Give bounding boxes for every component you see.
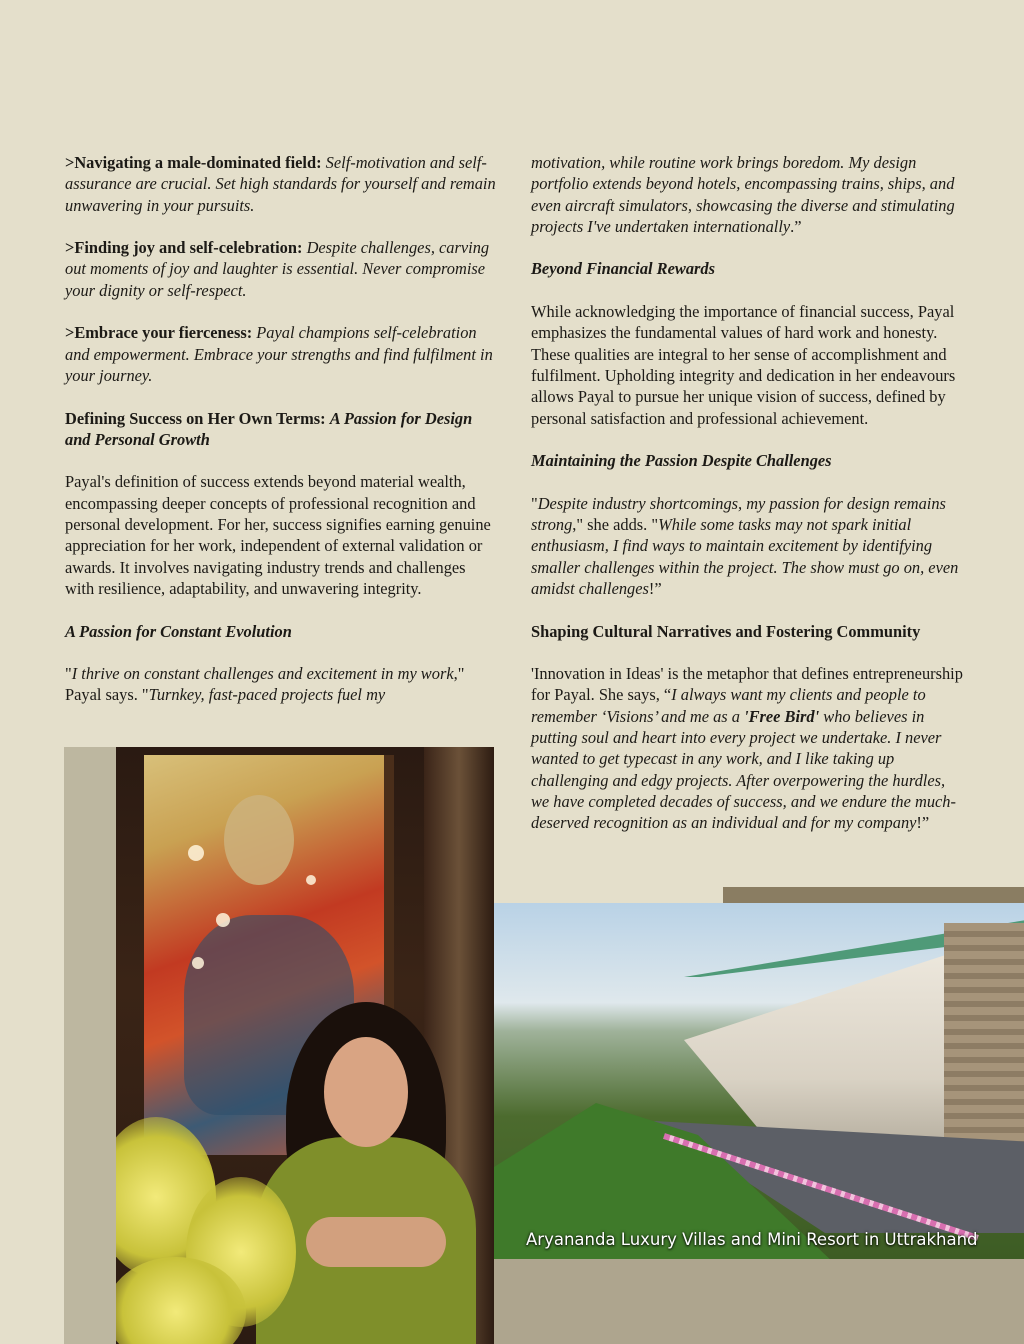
bokeh-light <box>306 875 316 885</box>
quote-end: !” <box>916 813 930 833</box>
quote-text: I thrive on constant challenges and excitement in my work <box>71 664 454 684</box>
subject-face <box>324 1037 408 1147</box>
quote-text: motivation, while routine work brings boredom. My design portfolio extends beyond hotels, encompassing trains, ships, and even aircraft simulators, showcasing the diverse and stimulating projects I've undertaken internationally <box>531 153 955 236</box>
tip-text: Payal champions self-celebration and empowerment. Embrace your strengths and find fulfilment in your journey. <box>65 323 493 385</box>
photo-backing-strip <box>64 747 116 1344</box>
bottom-color-block <box>494 1259 1024 1344</box>
section-heading-defining-success <box>65 408 497 451</box>
paragraph-evolution-quote <box>65 663 497 706</box>
quote-attribution: ," Payal says. " <box>65 664 465 705</box>
paragraph-innovation-ideas <box>531 663 963 833</box>
quote-text: who believes in putting soul and heart into every project we undertake. I never wanted to get typecast in any work, and I like taking up challenging and edgy projects. After overpowering the hurdles, we have completed decades of success, and we endure the much-deserved recognition as an individual and for my company <box>531 706 956 833</box>
quote-text: Despite industry shortcomings, my passion for design remains strong <box>531 493 946 535</box>
left-column <box>65 152 497 706</box>
tip-text: Despite challenges, carving out moments of joy and laughter is essential. Never compromise your dignity or self-respect. <box>65 238 490 300</box>
tip-heading: >Navigating a male-dominated field: <box>65 153 322 172</box>
tip-joy-self-celebration <box>65 237 497 301</box>
quote-end: .” <box>790 216 802 236</box>
tip-heading: >Finding joy and self-celebration: <box>65 238 303 258</box>
quote-end: !” <box>648 578 662 598</box>
section-heading-beyond-financial: Beyond Financial Rewards <box>531 259 715 279</box>
section-heading-constant-evolution: A Passion for Constant Evolution <box>65 621 292 641</box>
resort-photo <box>494 903 1024 1259</box>
paragraph-passion-quote <box>531 493 963 599</box>
painting-face <box>224 795 294 885</box>
bokeh-light <box>188 845 204 861</box>
tip-embrace-fierceness <box>65 322 497 386</box>
section-heading-maintaining-passion: Maintaining the Passion Despite Challenges <box>531 451 832 471</box>
subject-arms <box>306 1217 446 1267</box>
quote-mark: " <box>531 493 538 513</box>
quote-text: Turnkey, fast-paced projects fuel my <box>148 685 386 705</box>
paragraph-financial-rewards: While acknowledging the importance of financial success, Payal emphasizes the fundamental values of hard work and honesty. These qualities are integral to her sense of accomplishment and fulfilment. Upholding integrity and dedication in her endeavours allows Payal to pursue her unique vision of success, defined by personal satisfaction and professional achievement. <box>531 302 956 428</box>
tip-heading: >Embrace your fierceness: <box>65 323 253 343</box>
resort-photo-caption: Aryananda Luxury Villas and Mini Resort in Uttrakhand <box>526 1230 978 1249</box>
section-heading-cultural-narratives: Shaping Cultural Narratives and Fostering Community <box>531 621 921 641</box>
portrait-photo <box>116 747 494 1344</box>
heading-bold-part: Defining Success on Her Own Terms: <box>65 408 326 428</box>
right-column <box>531 152 963 834</box>
quote-text: While some tasks may not spark initial enthusiasm, I find ways to maintain excitement by identifying smaller challenges within the project. The show must go on, even amidst challenges <box>531 515 959 598</box>
heading-bolditalic-part: A Passion for Design and Personal Growth <box>65 408 473 449</box>
tip-text: Self-motivation and self-assurance are crucial. Set high standards for yourself and remain unwavering in your pursuits. <box>65 153 496 215</box>
quote-attribution: ," she adds. " <box>572 515 659 535</box>
bokeh-light <box>216 913 230 927</box>
paragraph-success-definition: Payal's definition of success extends beyond material wealth, encompassing deeper concepts of professional recognition and personal development. For her, success signifies earning genuine appreciation for her work, independent of external validation or awards. It involves navigating industry trends and challenges with resilience, adaptability, and unwavering integrity. <box>65 472 491 598</box>
resort-stone-wall <box>944 923 1024 1163</box>
free-bird-phrase: 'Free Bird' <box>744 706 820 726</box>
paragraph-lead: 'Innovation in Ideas' is the metaphor that defines entrepreneurship for Payal. She says, “ <box>531 664 963 705</box>
quote-mark: " <box>65 664 72 684</box>
tip-male-dominated-field <box>65 152 497 216</box>
resort-photo-top-bar <box>723 887 1024 903</box>
quote-text: I always want my clients and people to remember ‘Visions’ and me as a <box>531 685 926 726</box>
paragraph-quote-continued <box>531 152 963 237</box>
bokeh-light <box>192 957 204 969</box>
